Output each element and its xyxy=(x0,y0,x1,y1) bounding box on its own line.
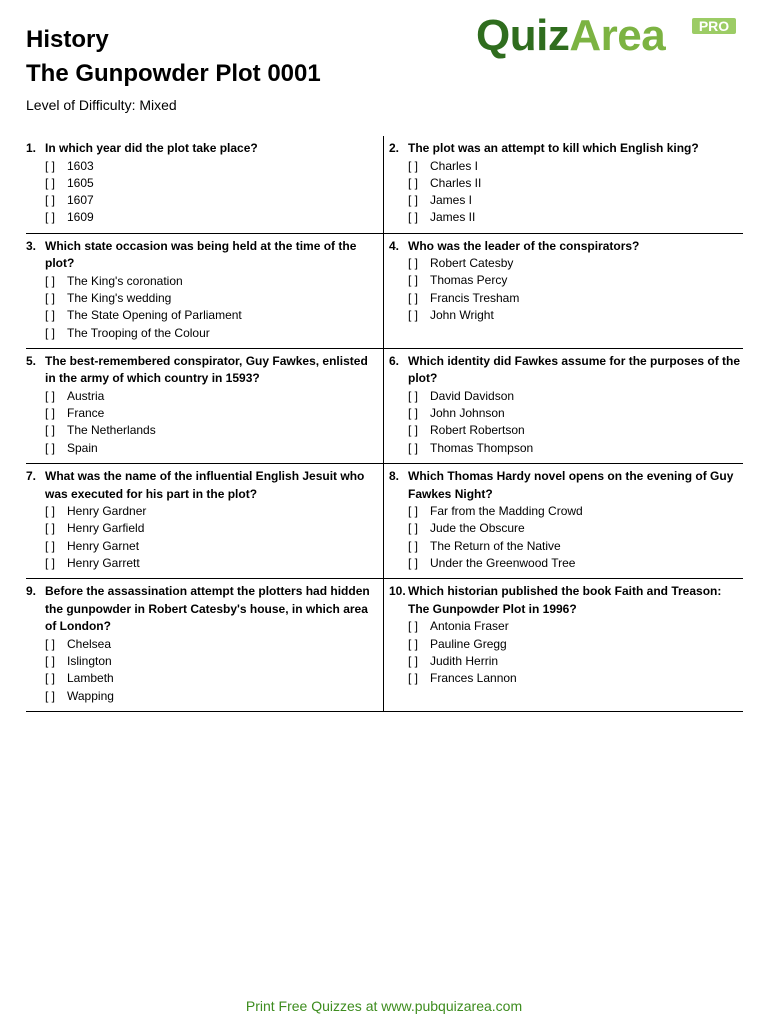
question-text xyxy=(26,140,375,158)
checkbox-icon[interactable]: [ ] xyxy=(408,273,419,288)
answer-option[interactable] xyxy=(45,440,375,457)
answer-option-label: The Return of the Native xyxy=(430,538,561,553)
answer-option[interactable] xyxy=(408,307,742,324)
answer-option-label: France xyxy=(67,406,105,421)
answer-option[interactable] xyxy=(408,653,742,670)
checkbox-icon[interactable]: [ ] xyxy=(408,504,419,519)
answer-option[interactable] xyxy=(45,307,375,324)
question-text xyxy=(26,353,375,388)
checkbox-icon[interactable]: [ ] xyxy=(408,619,419,634)
answer-options xyxy=(45,503,375,572)
answer-option-label: Francis Tresham xyxy=(430,290,520,305)
question-text xyxy=(389,583,742,618)
answer-option-label: David Davidson xyxy=(430,388,515,403)
answer-option[interactable] xyxy=(45,688,375,705)
question-number: 10. xyxy=(389,584,406,599)
logo-quiz-text: Quiz xyxy=(476,11,570,60)
question-label: Before the assassination attempt the plotters had hidden the gunpowder in Robert Catesby's house, in which area of London? xyxy=(45,584,370,634)
question-cell xyxy=(26,234,384,348)
checkbox-icon[interactable]: [ ] xyxy=(45,423,56,438)
answer-options xyxy=(408,618,742,687)
answer-option-label: Charles I xyxy=(430,158,479,173)
checkbox-icon[interactable]: [ ] xyxy=(408,256,419,271)
checkbox-icon[interactable]: [ ] xyxy=(408,423,419,438)
answer-option[interactable] xyxy=(408,422,742,439)
question-cell xyxy=(384,136,742,233)
question-cell xyxy=(384,579,742,711)
answer-option[interactable] xyxy=(408,272,742,289)
question-number: 4. xyxy=(389,238,400,253)
question-number: 3. xyxy=(26,238,37,253)
answer-option-label: John Johnson xyxy=(430,406,505,421)
question-cell xyxy=(384,349,742,463)
page-title: The Gunpowder Plot 0001 xyxy=(26,60,321,87)
question-row xyxy=(26,234,743,349)
quizarea-logo xyxy=(476,10,738,60)
answer-option-label: Chelsea xyxy=(67,636,112,651)
question-label: In which year did the plot take place? xyxy=(45,141,258,155)
answer-option[interactable] xyxy=(45,209,375,226)
checkbox-icon[interactable]: [ ] xyxy=(408,193,419,208)
answer-option-label: Pauline Gregg xyxy=(430,636,507,651)
answer-option-label: Antonia Fraser xyxy=(430,619,509,634)
question-text xyxy=(389,468,742,503)
question-text xyxy=(26,238,375,273)
answer-option-label: Judith Herrin xyxy=(430,653,499,668)
answer-option[interactable] xyxy=(45,405,375,422)
question-row xyxy=(26,579,743,712)
checkbox-icon[interactable]: [ ] xyxy=(408,538,419,553)
question-cell xyxy=(26,136,384,233)
answer-options xyxy=(408,158,742,227)
question-label: What was the name of the influential English Jesuit who was executed for his part in the plot? xyxy=(45,469,365,501)
answer-option-label: Jude the Obscure xyxy=(430,521,525,536)
answer-option-label: The King's coronation xyxy=(67,273,183,288)
answer-option[interactable] xyxy=(408,440,742,457)
answer-options xyxy=(408,503,742,572)
checkbox-icon[interactable]: [ ] xyxy=(408,308,419,323)
question-label: The plot was an attempt to kill which English king? xyxy=(408,141,699,155)
answer-option[interactable] xyxy=(408,290,742,307)
answer-option-label: Henry Garnet xyxy=(67,538,140,553)
question-text xyxy=(389,238,742,256)
checkbox-icon[interactable]: [ ] xyxy=(45,325,56,340)
answer-option-label: Under the Greenwood Tree xyxy=(430,555,576,570)
answer-option-label: Wapping xyxy=(67,688,114,703)
answer-option-label: Far from the Madding Crowd xyxy=(430,504,583,519)
answer-option[interactable] xyxy=(45,520,375,537)
question-cell xyxy=(26,579,384,711)
question-cell xyxy=(384,464,742,578)
answer-option[interactable] xyxy=(408,636,742,653)
checkbox-icon[interactable]: [ ] xyxy=(408,175,419,190)
answer-option-label: Robert Catesby xyxy=(430,256,514,271)
answer-option[interactable] xyxy=(408,618,742,635)
checkbox-icon[interactable]: [ ] xyxy=(45,175,56,190)
question-number: 5. xyxy=(26,353,37,368)
question-label: Who was the leader of the conspirators? xyxy=(408,238,640,253)
question-cell xyxy=(26,349,384,463)
answer-option-label: Henry Garrett xyxy=(67,555,140,570)
checkbox-icon[interactable]: [ ] xyxy=(45,308,56,323)
question-row xyxy=(26,349,743,464)
question-label: Which identity did Fawkes assume for the purposes of the plot? xyxy=(408,353,741,386)
question-number: 6. xyxy=(389,353,400,368)
answer-option[interactable] xyxy=(408,555,742,572)
checkbox-icon[interactable]: [ ] xyxy=(408,636,419,651)
checkbox-icon[interactable]: [ ] xyxy=(45,406,56,421)
answer-option[interactable] xyxy=(408,503,742,520)
question-text xyxy=(389,140,742,158)
checkbox-icon[interactable]: [ ] xyxy=(45,158,56,173)
answer-option[interactable] xyxy=(408,209,742,226)
answer-option-label: The King's wedding xyxy=(67,290,172,305)
answer-option[interactable] xyxy=(45,636,375,653)
checkbox-icon[interactable]: [ ] xyxy=(408,521,419,536)
answer-option[interactable] xyxy=(45,670,375,687)
answer-option[interactable] xyxy=(45,503,375,520)
question-label: The best-remembered conspirator, Guy Fawkes, enlisted in the army of which country in 1593? xyxy=(45,353,368,386)
answer-option-label: Islington xyxy=(67,654,112,669)
answer-option[interactable] xyxy=(45,538,375,555)
checkbox-icon[interactable]: [ ] xyxy=(45,290,56,305)
question-label: Which Thomas Hardy novel opens on the evening of Guy Fawkes Night? xyxy=(408,469,734,501)
answer-option-label: 1607 xyxy=(67,193,94,208)
question-number: 9. xyxy=(26,584,37,599)
answer-option[interactable] xyxy=(408,670,742,687)
checkbox-icon[interactable]: [ ] xyxy=(45,521,56,536)
question-cell xyxy=(26,464,384,578)
checkbox-icon[interactable]: [ ] xyxy=(408,440,419,455)
answer-option[interactable] xyxy=(45,192,375,209)
answer-option-label: James II xyxy=(430,210,476,225)
answer-option-label: Henry Garfield xyxy=(67,521,145,536)
answer-option-label: The State Opening of Parliament xyxy=(67,308,242,323)
question-text xyxy=(26,583,375,636)
checkbox-icon[interactable]: [ ] xyxy=(45,654,56,669)
checkbox-icon[interactable]: [ ] xyxy=(45,210,56,225)
answer-option[interactable] xyxy=(408,192,742,209)
answer-option[interactable] xyxy=(45,290,375,307)
footer-link[interactable]: Print Free Quizzes at www.pubquizarea.com xyxy=(245,998,523,1014)
question-grid xyxy=(26,136,743,712)
checkbox-icon[interactable]: [ ] xyxy=(45,193,56,208)
answer-option[interactable] xyxy=(45,653,375,670)
answer-option[interactable] xyxy=(45,175,375,192)
logo-area-text: Area xyxy=(569,11,666,60)
checkbox-icon[interactable]: [ ] xyxy=(408,290,419,305)
answer-option[interactable] xyxy=(408,520,742,537)
checkbox-icon[interactable]: [ ] xyxy=(408,653,419,668)
answer-options xyxy=(45,636,375,705)
checkbox-icon[interactable]: [ ] xyxy=(45,440,56,455)
checkbox-icon[interactable]: [ ] xyxy=(408,555,419,570)
checkbox-icon[interactable]: [ ] xyxy=(45,388,56,403)
answer-option-label: John Wright xyxy=(430,308,494,323)
checkbox-icon[interactable]: [ ] xyxy=(45,688,56,703)
checkbox-icon[interactable]: [ ] xyxy=(45,555,56,570)
answer-option[interactable] xyxy=(45,273,375,290)
checkbox-icon[interactable]: [ ] xyxy=(408,406,419,421)
question-number: 8. xyxy=(389,469,400,484)
answer-option-label: Frances Lannon xyxy=(430,671,517,686)
answer-option-label: The Trooping of the Colour xyxy=(67,325,210,340)
answer-option-label: The Netherlands xyxy=(67,423,156,438)
answer-options xyxy=(408,388,742,457)
page-header xyxy=(26,25,321,113)
checkbox-icon[interactable]: [ ] xyxy=(45,538,56,553)
answer-option[interactable] xyxy=(45,388,375,405)
answer-option-label: Spain xyxy=(67,440,98,455)
question-label: Which historian published the book Faith and Treason: The Gunpowder Plot in 1996? xyxy=(408,584,722,616)
checkbox-icon[interactable]: [ ] xyxy=(408,158,419,173)
subject-heading: History xyxy=(26,26,109,53)
answer-option-label: Lambeth xyxy=(67,671,114,686)
answer-option[interactable] xyxy=(408,405,742,422)
question-cell xyxy=(384,234,742,348)
answer-option-label: 1605 xyxy=(67,175,94,190)
question-text xyxy=(389,353,742,388)
answer-option-label: 1603 xyxy=(67,158,94,173)
checkbox-icon[interactable]: [ ] xyxy=(408,671,419,686)
answer-option-label: Thomas Thompson xyxy=(430,440,534,455)
question-row xyxy=(26,136,743,234)
answer-option-label: Charles II xyxy=(430,175,482,190)
answer-option[interactable] xyxy=(408,538,742,555)
answer-option-label: Robert Robertson xyxy=(430,423,525,438)
answer-option[interactable] xyxy=(45,158,375,175)
answer-option-label: 1609 xyxy=(67,210,94,225)
answer-option-label: Thomas Percy xyxy=(430,273,508,288)
answer-options xyxy=(45,388,375,457)
checkbox-icon[interactable]: [ ] xyxy=(45,504,56,519)
question-label: Which state occasion was being held at the time of the plot? xyxy=(45,238,357,271)
question-row xyxy=(26,464,743,579)
checkbox-icon[interactable]: [ ] xyxy=(45,671,56,686)
answer-options xyxy=(45,273,375,342)
answer-option-label: James I xyxy=(430,193,473,208)
difficulty-label: Level of Difficulty: Mixed xyxy=(26,97,177,113)
answer-option[interactable] xyxy=(408,388,742,405)
question-number: 1. xyxy=(26,141,37,155)
answer-option[interactable] xyxy=(45,325,375,342)
answer-options xyxy=(408,255,742,324)
answer-option-label: Austria xyxy=(67,388,105,403)
checkbox-icon[interactable]: [ ] xyxy=(45,273,56,288)
question-text xyxy=(26,468,375,503)
answer-option[interactable] xyxy=(408,158,742,175)
answer-option[interactable] xyxy=(45,422,375,439)
answer-options xyxy=(45,158,375,227)
answer-option-label: Henry Gardner xyxy=(67,504,147,519)
answer-option[interactable] xyxy=(45,555,375,572)
question-number: 7. xyxy=(26,469,37,484)
logo-pro-badge: PRO xyxy=(692,18,736,34)
answer-option[interactable] xyxy=(408,255,742,272)
question-number: 2. xyxy=(389,141,400,155)
checkbox-icon[interactable]: [ ] xyxy=(408,388,419,403)
checkbox-icon[interactable]: [ ] xyxy=(45,636,56,651)
answer-option[interactable] xyxy=(408,175,742,192)
checkbox-icon[interactable]: [ ] xyxy=(408,210,419,225)
